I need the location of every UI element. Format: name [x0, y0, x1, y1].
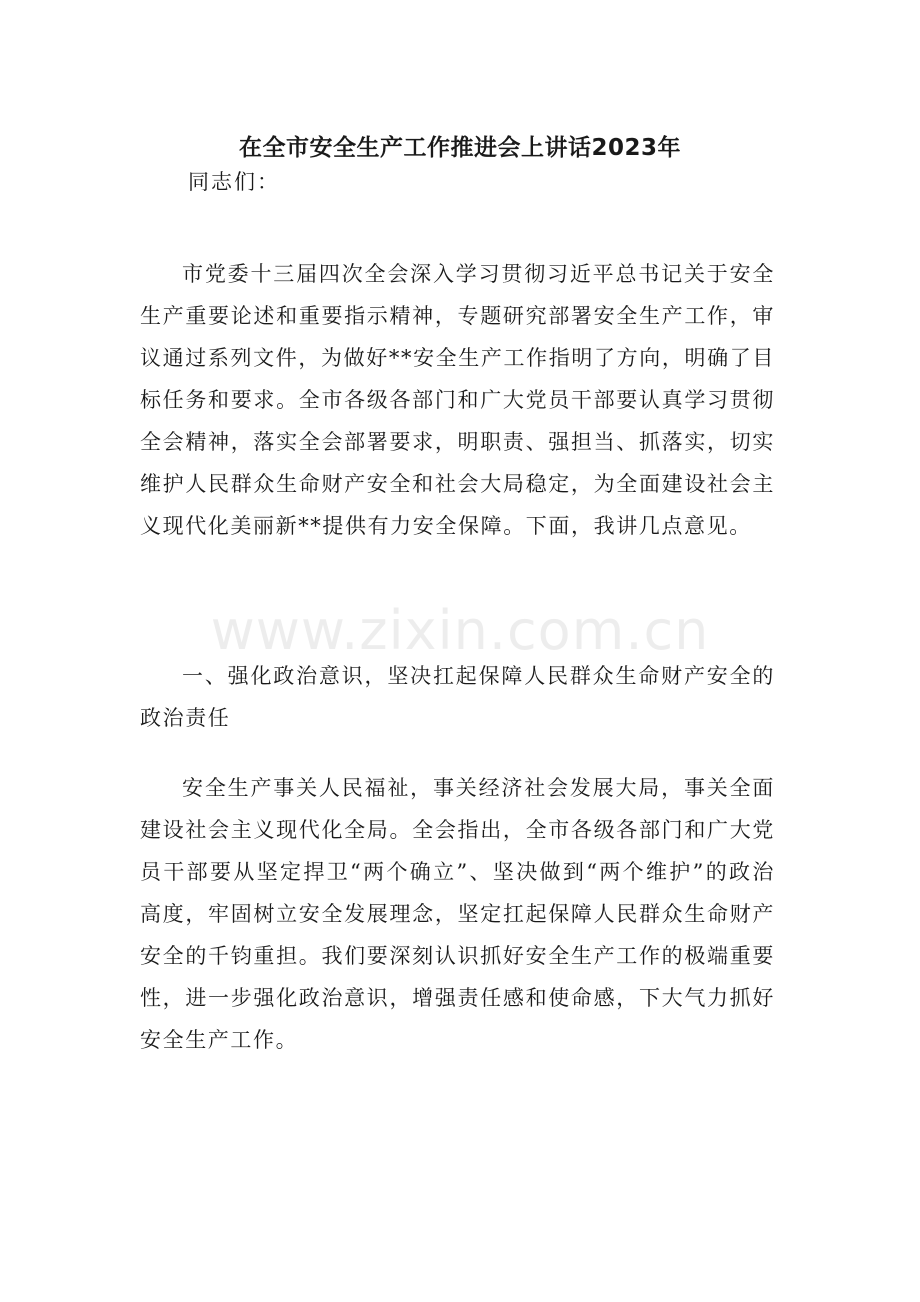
body-paragraph-intro: 市党委十三届四次全会深入学习贯彻习近平总书记关于安全生产重要论述和重要指示精神，专题研究部署安全生产工作，审议通过系列文件，为做好**安全生产工作指明了方向，明确了目标任务和要求。全市各级各部门和广大党员干部要认真学习贯彻全会精神，落实全会部署要求，明职责、强担当、抓落实，切实维护人民群众生命财产安全和社会大局稳定，为全面建设社会主义现代化美丽新**提供有力安全保障。下面，我讲几点意见。 [140, 262, 775, 538]
body-paragraph-section-one: 安全生产事关人民福祉，事关经济社会发展大局，事关全面建设社会主义现代化全局。全会指出，全市各级各部门和广大党员干部要从坚定捍卫“两个确立”、坚决做到“两个维护”的政治高度，牢固树立安全发展理念，坚定扛起保障人民群众生命财产安全的千钧重担。我们要深刻认识抓好安全生产工作的极端重要性，进一步强化政治意识，增强责任感和使命感，下大气力抓好安全生产工作。 [140, 776, 775, 1052]
section-heading-one: 一、强化政治意识，坚决扛起保障人民群众生命财产安全的政治责任 [140, 664, 775, 730]
document-title: 在全市安全生产工作推进会上讲话2023年 [238, 135, 681, 161]
watermark: www.zixin.com.cn [210, 599, 710, 662]
greeting-text: 同志们： [188, 170, 280, 194]
